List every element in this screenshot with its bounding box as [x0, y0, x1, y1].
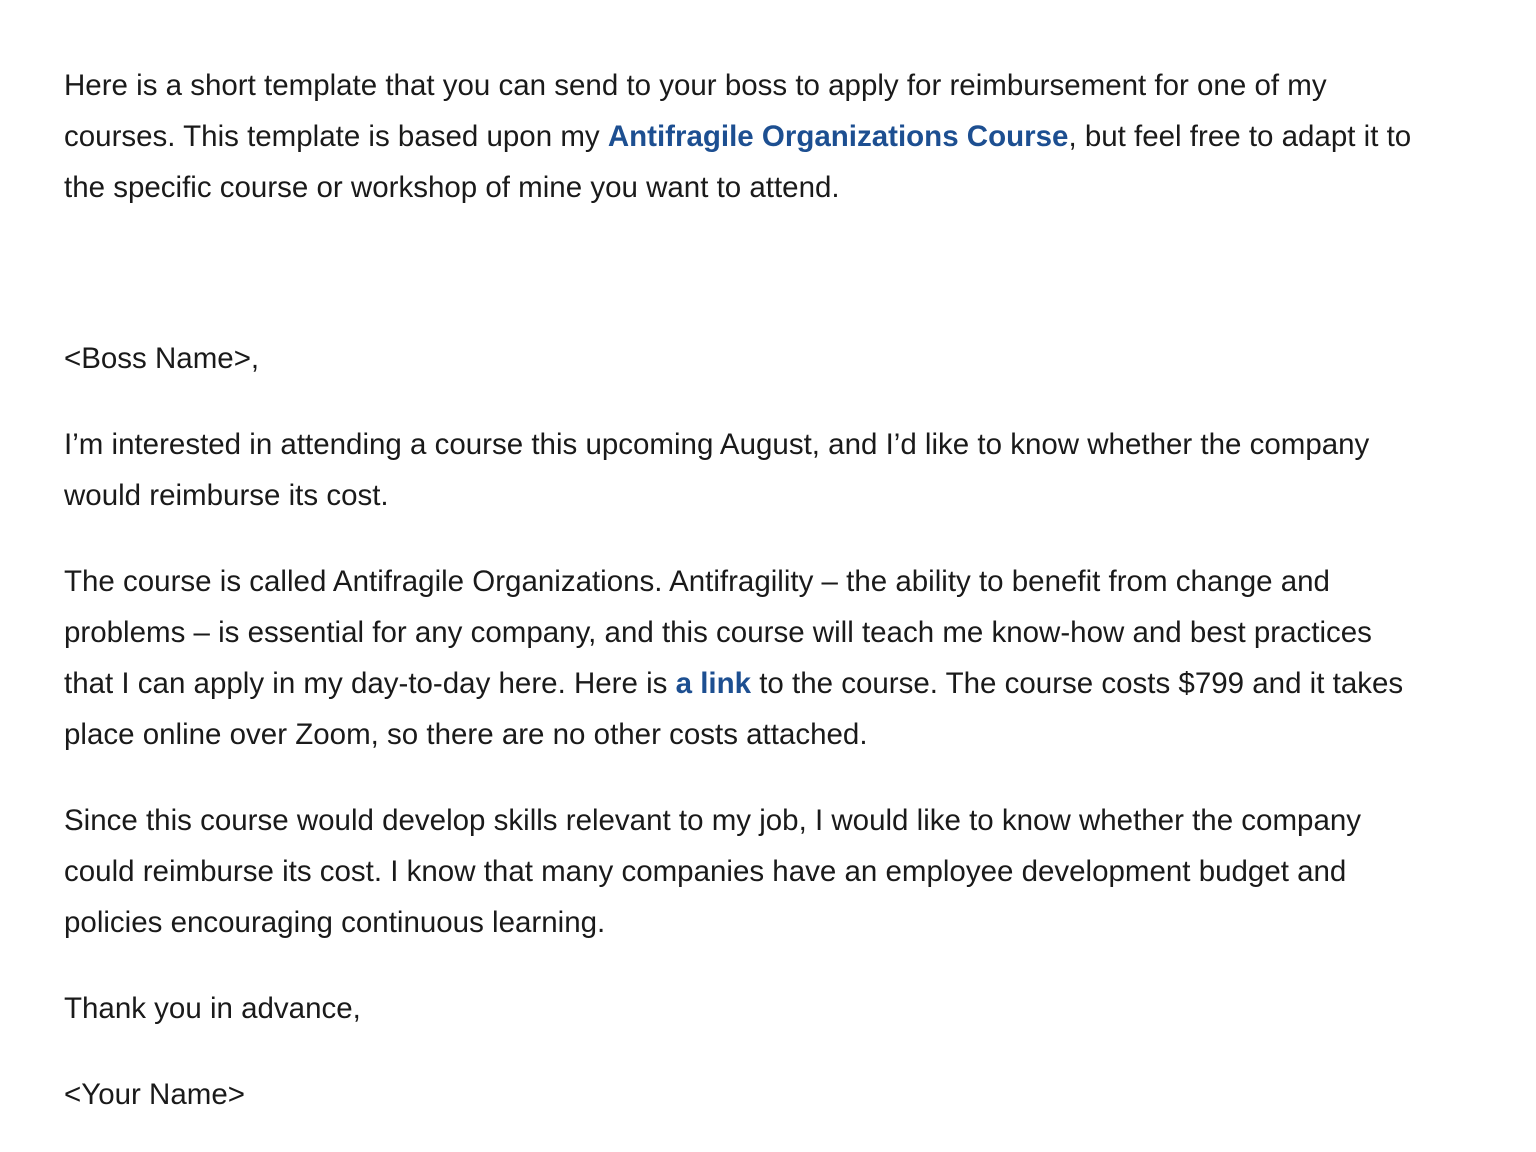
intro-text-start: Here is a short template that you can send to your boss to apply for reimbursement for one of my courses. This template is based upon my: [64, 69, 1327, 153]
course-page-link[interactable]: a link: [675, 667, 752, 700]
letter-paragraph-course: [64, 556, 1414, 760]
letter-signature: <Your Name>: [64, 1078, 245, 1111]
letter-paragraph-interest: I’m interested in attending a course this upcoming August, and I’d like to know whether the company would reimburse its cost.: [64, 428, 1370, 512]
course-description-start: The course is called Antifragile Organizations. Antifragility – the ability to benefit from change and problems – is essential for any company, and this course will teach me know-how and best practices that I can apply in my day-to-day here. Here is: [64, 565, 1372, 700]
letter-closing: Thank you in advance,: [64, 992, 361, 1025]
intro-text-end: , but feel free to adapt it to the specific course or workshop of mine you want to attend.: [64, 120, 1412, 204]
letter-salutation: <Boss Name>,: [64, 342, 260, 375]
article-body: [64, 60, 1414, 1120]
intro-paragraph: [64, 60, 1414, 213]
course-description-end: to the course. The course costs $799 and it takes place online over Zoom, so there are no other costs attached.: [64, 667, 1404, 751]
letter-paragraph-reimbursement: Since this course would develop skills relevant to my job, I would like to know whether the company could reimburse its cost. I know that many companies have an employee development budget and policies encouraging continuous learning.: [64, 804, 1362, 939]
course-link[interactable]: Antifragile Organizations Course: [607, 120, 1069, 153]
